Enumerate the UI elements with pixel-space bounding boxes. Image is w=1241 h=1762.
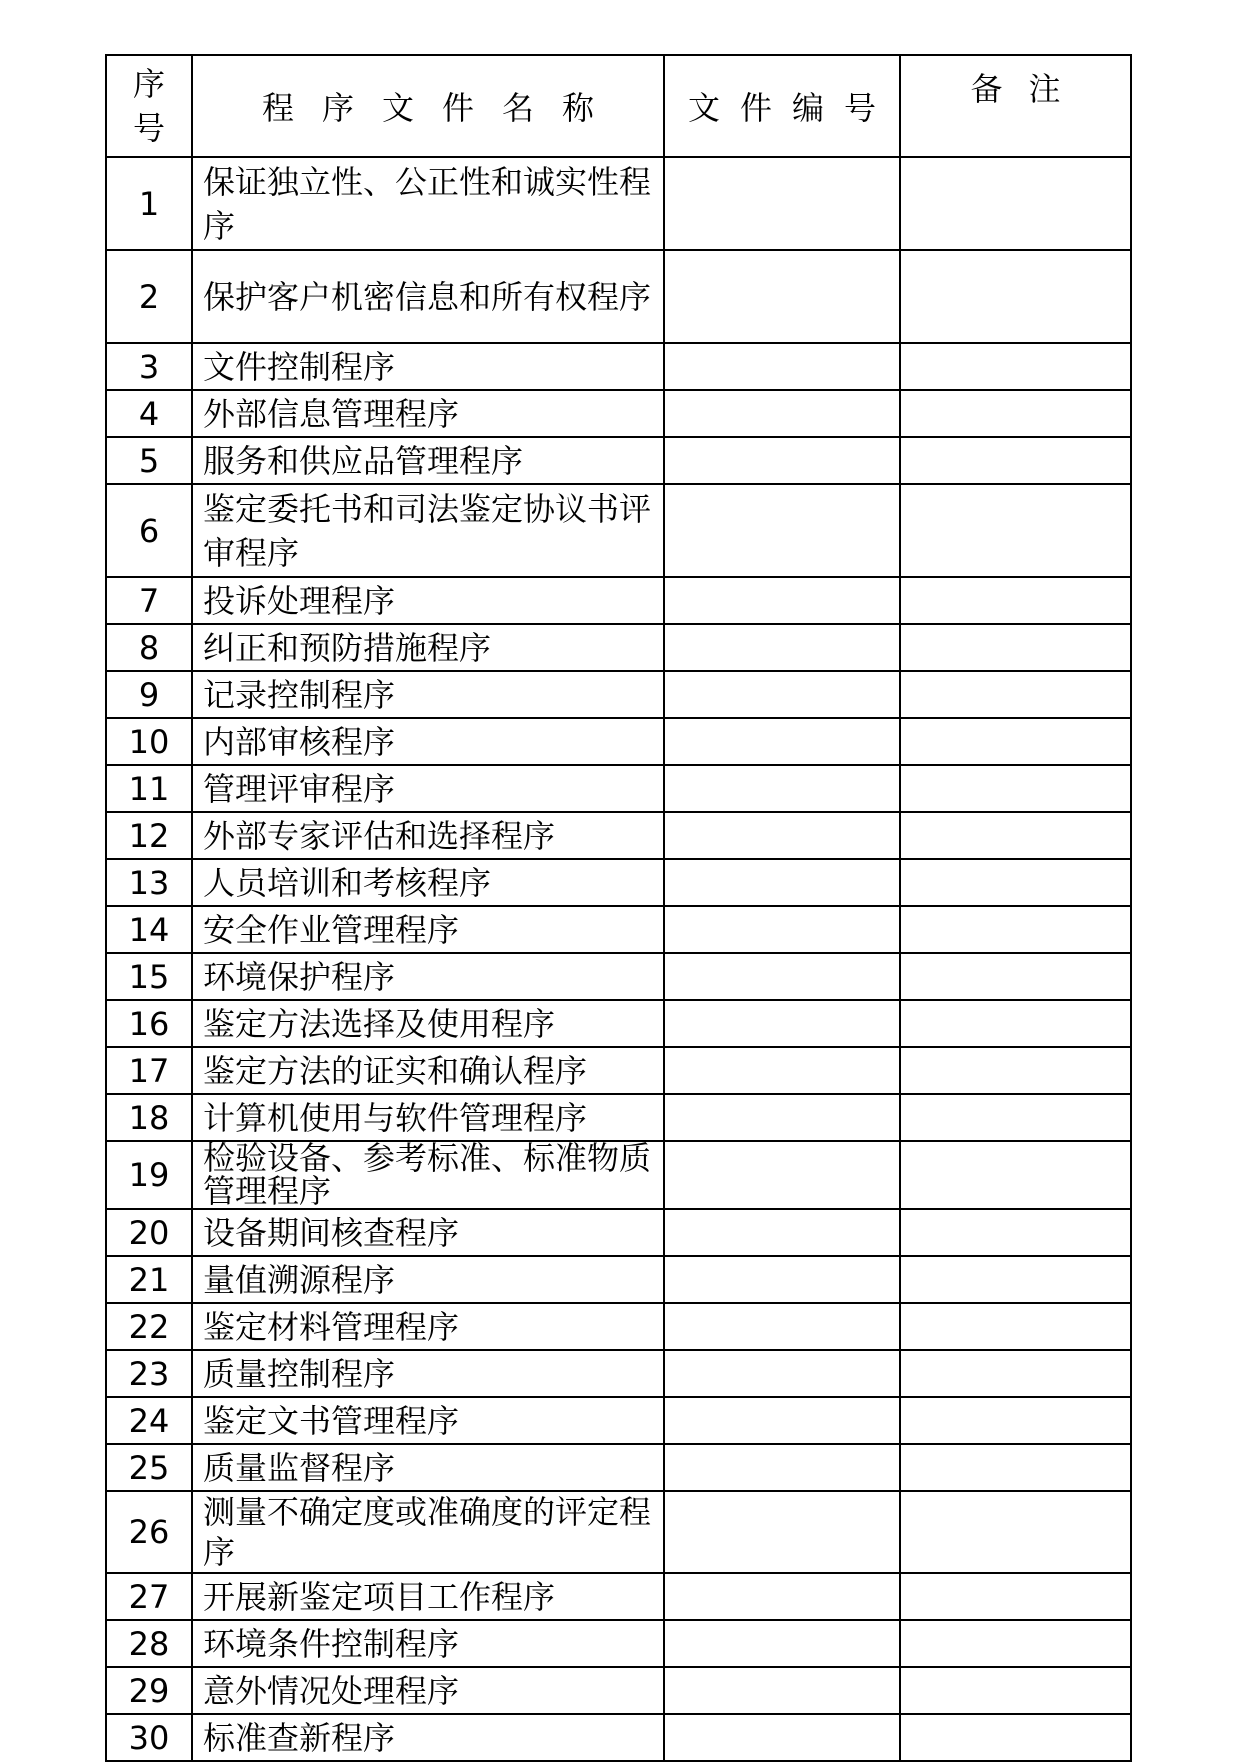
table-row (106, 250, 1131, 343)
row-remarks (900, 1094, 1131, 1141)
row-procedure-name: 内部审核程序 (192, 718, 664, 765)
row-serial-number: 21 (106, 1256, 192, 1303)
header-procedure-name: 程序文件名称 (192, 55, 664, 157)
row-remarks (900, 1303, 1131, 1350)
row-document-number (664, 1620, 900, 1667)
row-serial-number: 3 (106, 343, 192, 390)
row-serial-number: 18 (106, 1094, 192, 1141)
row-serial-number: 27 (106, 1573, 192, 1620)
row-procedure-name: 计算机使用与软件管理程序 (192, 1094, 664, 1141)
row-document-number (664, 859, 900, 906)
row-document-number (664, 157, 900, 250)
row-procedure-name: 意外情况处理程序 (192, 1667, 664, 1714)
row-procedure-name: 量值溯源程序 (192, 1256, 664, 1303)
row-remarks (900, 1397, 1131, 1444)
row-serial-number: 23 (106, 1350, 192, 1397)
procedure-document-table (105, 54, 1132, 1762)
row-document-number (664, 577, 900, 624)
row-document-number (664, 1667, 900, 1714)
table-row (106, 1047, 1131, 1094)
table-header-row (106, 55, 1131, 157)
row-remarks (900, 671, 1131, 718)
row-document-number (664, 1047, 900, 1094)
row-remarks (900, 906, 1131, 953)
table-body (106, 157, 1131, 1761)
row-procedure-name: 安全作业管理程序 (192, 906, 664, 953)
row-document-number (664, 906, 900, 953)
row-remarks (900, 1667, 1131, 1714)
row-remarks (900, 812, 1131, 859)
row-document-number (664, 1000, 900, 1047)
table-row (106, 1256, 1131, 1303)
row-serial-number: 29 (106, 1667, 192, 1714)
row-document-number (664, 624, 900, 671)
row-remarks (900, 1573, 1131, 1620)
row-procedure-name: 质量控制程序 (192, 1350, 664, 1397)
row-remarks (900, 1444, 1131, 1491)
row-procedure-name: 标准查新程序 (192, 1714, 664, 1761)
row-document-number (664, 343, 900, 390)
row-serial-number: 12 (106, 812, 192, 859)
table-row (106, 1094, 1131, 1141)
row-procedure-name: 纠正和预防措施程序 (192, 624, 664, 671)
row-remarks (900, 765, 1131, 812)
row-document-number (664, 1444, 900, 1491)
row-procedure-name: 质量监督程序 (192, 1444, 664, 1491)
table-row (106, 1444, 1131, 1491)
row-procedure-name: 环境保护程序 (192, 953, 664, 1000)
row-procedure-name: 服务和供应品管理程序 (192, 437, 664, 484)
row-procedure-name: 鉴定文书管理程序 (192, 1397, 664, 1444)
row-document-number (664, 1256, 900, 1303)
row-remarks (900, 1141, 1131, 1209)
header-document-number: 文件编号 (664, 55, 900, 157)
row-document-number (664, 1573, 900, 1620)
row-document-number (664, 1350, 900, 1397)
row-procedure-name: 文件控制程序 (192, 343, 664, 390)
row-serial-number: 1 (106, 157, 192, 250)
table-row (106, 343, 1131, 390)
row-procedure-name: 保护客户机密信息和所有权程序 (192, 250, 664, 343)
row-serial-number: 7 (106, 577, 192, 624)
table-row (106, 812, 1131, 859)
row-remarks (900, 859, 1131, 906)
row-document-number (664, 1491, 900, 1573)
row-remarks (900, 1491, 1131, 1573)
table-row (106, 1667, 1131, 1714)
table-row (106, 437, 1131, 484)
row-procedure-name: 鉴定方法选择及使用程序 (192, 1000, 664, 1047)
table-row (106, 1397, 1131, 1444)
row-procedure-name: 鉴定材料管理程序 (192, 1303, 664, 1350)
row-serial-number: 13 (106, 859, 192, 906)
row-remarks (900, 624, 1131, 671)
table-row (106, 157, 1131, 250)
row-serial-number: 9 (106, 671, 192, 718)
table-row (106, 1620, 1131, 1667)
row-serial-number: 4 (106, 390, 192, 437)
row-document-number (664, 1209, 900, 1256)
row-procedure-name: 开展新鉴定项目工作程序 (192, 1573, 664, 1620)
row-remarks (900, 250, 1131, 343)
table-row (106, 1000, 1131, 1047)
row-serial-number: 16 (106, 1000, 192, 1047)
row-remarks (900, 1000, 1131, 1047)
row-serial-number: 15 (106, 953, 192, 1000)
header-remarks: 备注 (900, 55, 1131, 157)
row-serial-number: 20 (106, 1209, 192, 1256)
row-serial-number: 8 (106, 624, 192, 671)
row-remarks (900, 577, 1131, 624)
table-row (106, 906, 1131, 953)
header-serial-number (106, 55, 192, 157)
row-procedure-name: 保证独立性、公正性和诚实性程序 (192, 157, 664, 250)
row-serial-number: 17 (106, 1047, 192, 1094)
row-serial-number: 28 (106, 1620, 192, 1667)
row-remarks (900, 390, 1131, 437)
row-remarks (900, 1256, 1131, 1303)
row-document-number (664, 718, 900, 765)
row-remarks (900, 953, 1131, 1000)
row-remarks (900, 1620, 1131, 1667)
row-remarks (900, 1350, 1131, 1397)
table-row (106, 577, 1131, 624)
table-row (106, 1141, 1131, 1209)
row-document-number (664, 812, 900, 859)
row-document-number (664, 1303, 900, 1350)
row-remarks (900, 1209, 1131, 1256)
row-procedure-name: 检验设备、参考标准、标准物质管理程序 (192, 1141, 664, 1209)
row-serial-number: 2 (106, 250, 192, 343)
row-procedure-name: 测量不确定度或准确度的评定程序 (192, 1491, 664, 1573)
table-row (106, 1209, 1131, 1256)
row-remarks (900, 343, 1131, 390)
row-procedure-name: 外部信息管理程序 (192, 390, 664, 437)
row-serial-number: 25 (106, 1444, 192, 1491)
row-procedure-name: 鉴定方法的证实和确认程序 (192, 1047, 664, 1094)
table-row (106, 1350, 1131, 1397)
row-document-number (664, 250, 900, 343)
row-document-number (664, 390, 900, 437)
row-remarks (900, 1047, 1131, 1094)
row-procedure-name: 设备期间核查程序 (192, 1209, 664, 1256)
table-row (106, 484, 1131, 577)
row-serial-number: 30 (106, 1714, 192, 1761)
row-document-number (664, 953, 900, 1000)
row-remarks (900, 484, 1131, 577)
table-row (106, 390, 1131, 437)
row-serial-number: 24 (106, 1397, 192, 1444)
row-procedure-name: 人员培训和考核程序 (192, 859, 664, 906)
row-procedure-name: 记录控制程序 (192, 671, 664, 718)
row-procedure-name: 鉴定委托书和司法鉴定协议书评审程序 (192, 484, 664, 577)
row-remarks (900, 718, 1131, 765)
row-serial-number: 22 (106, 1303, 192, 1350)
row-remarks (900, 157, 1131, 250)
row-document-number (664, 484, 900, 577)
row-procedure-name: 外部专家评估和选择程序 (192, 812, 664, 859)
row-document-number (664, 1094, 900, 1141)
table-row (106, 1303, 1131, 1350)
header-serial-number-line-2: 号 (132, 109, 165, 147)
row-procedure-name: 投诉处理程序 (192, 577, 664, 624)
table-row (106, 671, 1131, 718)
row-document-number (664, 671, 900, 718)
header-serial-number-line-1: 序 (132, 65, 165, 103)
row-serial-number: 5 (106, 437, 192, 484)
table-row (106, 765, 1131, 812)
row-serial-number: 19 (106, 1141, 192, 1209)
row-serial-number: 6 (106, 484, 192, 577)
table-row (106, 859, 1131, 906)
table-row (106, 953, 1131, 1000)
table-row (106, 1573, 1131, 1620)
row-serial-number: 26 (106, 1491, 192, 1573)
row-remarks (900, 437, 1131, 484)
row-serial-number: 10 (106, 718, 192, 765)
row-document-number (664, 1397, 900, 1444)
row-procedure-name: 环境条件控制程序 (192, 1620, 664, 1667)
row-serial-number: 11 (106, 765, 192, 812)
table-row (106, 1491, 1131, 1573)
row-document-number (664, 437, 900, 484)
row-document-number (664, 765, 900, 812)
row-procedure-name: 管理评审程序 (192, 765, 664, 812)
table-row (106, 718, 1131, 765)
row-serial-number: 14 (106, 906, 192, 953)
row-document-number (664, 1141, 900, 1209)
table-row (106, 624, 1131, 671)
